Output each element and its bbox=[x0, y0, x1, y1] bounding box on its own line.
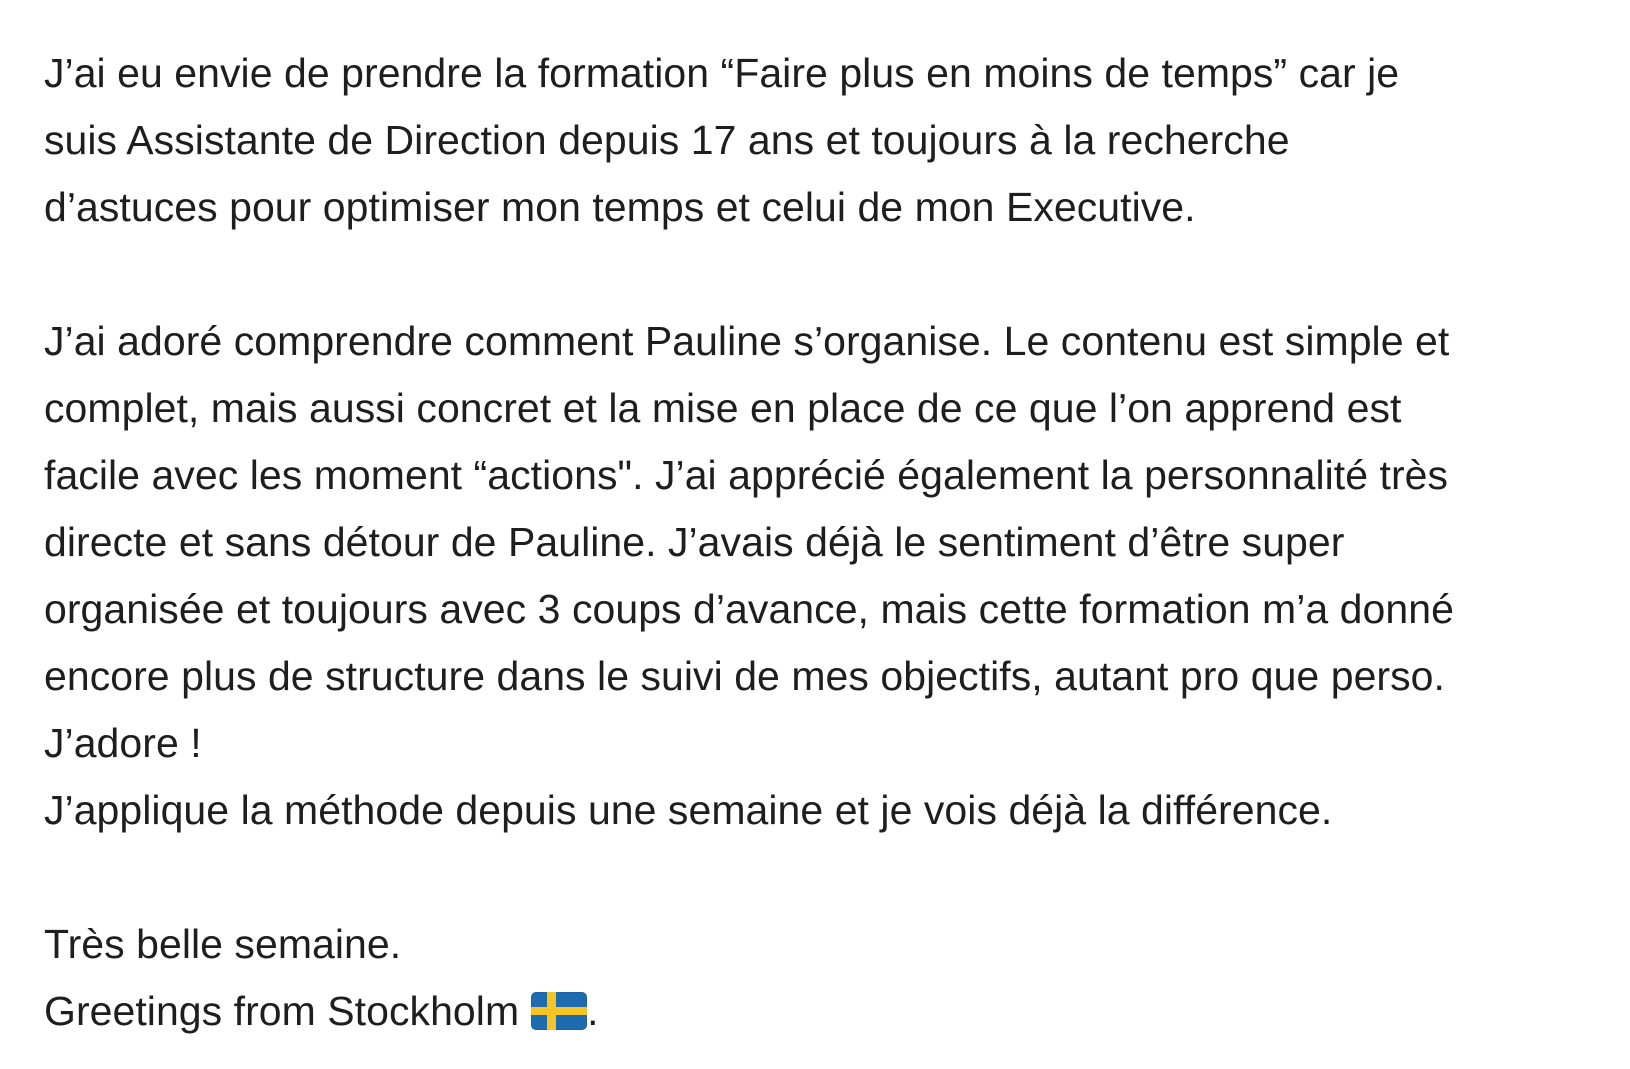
text-line: suis Assistante de Direction depuis 17 ans et toujours à la recherche bbox=[44, 117, 1290, 163]
message-body bbox=[44, 40, 1604, 1045]
text-line: d’astuces pour optimiser mon temps et celui de mon Executive. bbox=[44, 184, 1196, 230]
text-line: J’adore ! bbox=[44, 720, 202, 766]
text-line: complet, mais aussi concret et la mise en place de ce que l’on apprend est bbox=[44, 385, 1402, 431]
paragraph-feedback bbox=[44, 308, 1604, 844]
closing-wish: Très belle semaine. bbox=[44, 921, 402, 967]
text-line: directe et sans détour de Pauline. J’avais déjà le sentiment d’être super bbox=[44, 519, 1345, 565]
greeting-period: . bbox=[587, 988, 599, 1034]
text-line: encore plus de structure dans le suivi de mes objectifs, autant pro que perso. bbox=[44, 653, 1445, 699]
text-line: facile avec les moment “actions". J’ai apprécié également la personnalité très bbox=[44, 452, 1449, 498]
sweden-flag-icon bbox=[531, 992, 587, 1030]
closing-greeting bbox=[44, 978, 1604, 1045]
closing bbox=[44, 911, 1604, 1045]
paragraph-motivation bbox=[44, 40, 1604, 241]
text-line: organisée et toujours avec 3 coups d’avance, mais cette formation m’a donné bbox=[44, 586, 1454, 632]
text-line: J’applique la méthode depuis une semaine et je vois déjà la différence. bbox=[44, 787, 1333, 833]
greeting-text: Greetings from Stockholm bbox=[44, 988, 520, 1034]
text-line: J’ai adoré comprendre comment Pauline s’organise. Le contenu est simple et bbox=[44, 318, 1450, 364]
text-line: J’ai eu envie de prendre la formation “Faire plus en moins de temps” car je bbox=[44, 50, 1400, 96]
